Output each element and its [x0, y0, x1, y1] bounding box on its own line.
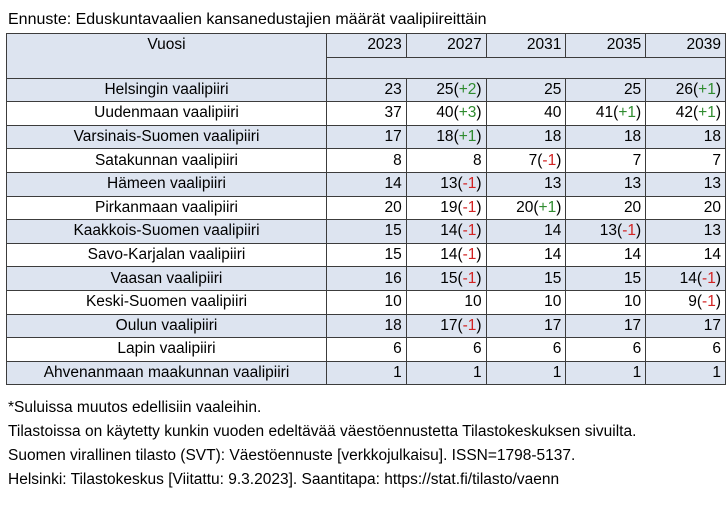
seat-change: -1 [462, 316, 477, 334]
seat-change: +1 [698, 104, 716, 122]
seat-count: 15 [544, 269, 562, 287]
seat-change: +3 [458, 104, 477, 122]
seat-count-cell [646, 243, 726, 267]
seat-count: 10 [464, 293, 482, 311]
seat-count-cell [406, 149, 486, 173]
seat-count: 18 [436, 128, 454, 146]
seat-count: 14 [703, 246, 721, 264]
seat-count-cell [327, 290, 407, 314]
seats-table [6, 33, 726, 385]
table-row [7, 149, 726, 173]
seat-count: 41 [595, 104, 614, 122]
table-row [7, 290, 726, 314]
seat-count: 13 [703, 222, 721, 240]
seat-count-cell [327, 314, 407, 338]
header-year-2035: 2035 [566, 34, 646, 58]
seat-count: 6 [552, 340, 562, 358]
table-row [7, 196, 726, 220]
seat-count: 23 [384, 80, 402, 98]
seat-count-cell [327, 361, 407, 385]
seat-count: 10 [384, 293, 402, 311]
seat-count: 6 [632, 340, 642, 358]
seat-count-cell [566, 361, 646, 385]
seat-count: 25 [436, 80, 454, 98]
seat-count: 1 [393, 364, 402, 382]
seat-count-cell: 41(+1) [566, 102, 646, 126]
seat-count-cell [566, 125, 646, 149]
seat-count: 7 [528, 151, 538, 169]
seat-count-cell [566, 267, 646, 291]
seat-count: 14 [440, 246, 458, 264]
district-name: Lapin vaalipiiri [7, 338, 327, 362]
seat-count-cell [486, 172, 566, 196]
district-name: Satakunnan vaalipiiri [7, 149, 327, 173]
seat-count-cell [566, 78, 646, 102]
seat-change: +1 [698, 80, 716, 98]
seat-count-cell: 42(+1) [646, 102, 726, 126]
seat-count: 13 [440, 175, 458, 193]
seat-change: -1 [462, 246, 477, 264]
district-name: Helsingin vaalipiiri [7, 78, 327, 102]
district-name: Varsinais-Suomen vaalipiiri [7, 125, 327, 149]
seat-count: 40 [544, 104, 562, 122]
seat-count: 20 [516, 198, 534, 216]
note-source: Suomen virallinen tilasto (SVT): Väestöennuste [verkkojulkaisu]. ISSN=1798-5137. [8, 447, 576, 464]
seat-count: 14 [544, 222, 562, 240]
seat-count-cell [646, 172, 726, 196]
seat-count: 15 [384, 246, 402, 264]
district-name: Uudenmaan vaalipiiri [7, 102, 327, 126]
district-name: Savo-Karjalan vaalipiiri [7, 243, 327, 267]
seat-count-cell [327, 125, 407, 149]
seat-count: 7 [712, 151, 721, 169]
seat-count: 6 [472, 340, 482, 358]
seat-count: 15 [623, 269, 642, 287]
seat-count-cell [646, 314, 726, 338]
seat-count-cell [566, 314, 646, 338]
seat-count-cell: 20(+1) [486, 196, 566, 220]
seat-count-cell [327, 338, 407, 362]
seat-count: 14 [384, 175, 402, 193]
seat-count-cell [646, 220, 726, 244]
seat-count-cell: 14(-1) [646, 267, 726, 291]
seat-count-cell: 25(+2) [406, 78, 486, 102]
seat-count-cell [486, 78, 566, 102]
table-row [7, 314, 726, 338]
seat-count: 18 [703, 128, 721, 146]
seat-count-cell: 7(-1) [486, 149, 566, 173]
header-year-2031: 2031 [486, 34, 566, 58]
table-header-row [7, 34, 726, 58]
district-name: Pirkanmaan vaalipiiri [7, 196, 327, 220]
seat-count-cell [486, 243, 566, 267]
seat-change: +2 [458, 80, 477, 98]
seat-count-cell: 13(-1) [406, 172, 486, 196]
seat-count-cell: 14(-1) [406, 243, 486, 267]
seat-count-cell [646, 338, 726, 362]
seat-count-cell [486, 361, 566, 385]
notes [8, 396, 636, 492]
seat-count: 26 [675, 80, 693, 98]
district-name: Ahvenanmaan maakunnan vaalipiiri [7, 361, 327, 385]
note-footnote: *Suluissa muutos edellisiin vaaleihin. [8, 399, 262, 416]
seat-count-cell [566, 338, 646, 362]
seat-count-cell: 17(-1) [406, 314, 486, 338]
note-citation: Helsinki: Tilastokeskus [Viitattu: 9.3.2023]. Saantitapa: https://stat.fi/tilasto/vaenn [8, 471, 560, 488]
seat-count-cell [327, 149, 407, 173]
seat-count: 1 [472, 364, 482, 382]
seat-count: 18 [544, 128, 562, 146]
seat-count: 8 [393, 151, 402, 169]
table-row [7, 243, 726, 267]
seat-count-cell: 15(-1) [406, 267, 486, 291]
table-row [7, 102, 726, 126]
seat-count: 13 [623, 175, 642, 193]
seat-count: 10 [544, 293, 562, 311]
seat-count-cell [646, 361, 726, 385]
table-row [7, 78, 726, 102]
seat-count-cell [486, 102, 566, 126]
seat-change: -1 [702, 293, 716, 311]
header-spacer-cell [327, 57, 726, 78]
table-row [7, 125, 726, 149]
seat-count-cell [566, 149, 646, 173]
seat-change: -1 [462, 222, 477, 240]
seat-count: 14 [544, 246, 562, 264]
seat-count: 25 [623, 80, 642, 98]
seat-count: 13 [544, 175, 562, 193]
seat-count: 1 [632, 364, 642, 382]
seat-count-cell [406, 290, 486, 314]
seat-count-cell [406, 338, 486, 362]
table-body [7, 78, 726, 385]
seat-count-cell: 13(-1) [566, 220, 646, 244]
header-year-label: Vuosi [7, 34, 327, 79]
seat-count: 20 [384, 198, 402, 216]
seat-count: 14 [440, 222, 458, 240]
seat-count: 14 [623, 246, 642, 264]
seat-count: 18 [384, 316, 402, 334]
seat-count: 13 [703, 175, 721, 193]
district-name: Kaakkois-Suomen vaalipiiri [7, 220, 327, 244]
district-name: Oulun vaalipiiri [7, 314, 327, 338]
table-row [7, 338, 726, 362]
table-row [7, 172, 726, 196]
seat-count-cell [646, 196, 726, 220]
seat-change: -1 [462, 269, 477, 287]
seat-count: 10 [623, 293, 642, 311]
seat-count-cell [486, 267, 566, 291]
seat-count-cell [327, 243, 407, 267]
seat-count: 19 [440, 198, 458, 216]
header-year-2027: 2027 [406, 34, 486, 58]
seat-count-cell [327, 196, 407, 220]
seat-count-cell [327, 172, 407, 196]
seat-count-cell: 40(+3) [406, 102, 486, 126]
seat-change: +1 [458, 128, 477, 146]
table-row [7, 361, 726, 385]
seat-count: 17 [440, 316, 458, 334]
seat-count: 17 [384, 128, 402, 146]
seat-count: 20 [623, 198, 642, 216]
district-name: Keski-Suomen vaalipiiri [7, 290, 327, 314]
seat-count: 18 [623, 128, 642, 146]
seat-count-cell: 14(-1) [406, 220, 486, 244]
page-title: Ennuste: Eduskuntavaalien kansanedustajien määrät vaalipiireittäin [8, 11, 487, 28]
seat-count-cell [327, 102, 407, 126]
seat-count: 1 [552, 364, 562, 382]
table-row [7, 267, 726, 291]
seat-count-cell [486, 314, 566, 338]
seat-count: 13 [599, 222, 618, 240]
seat-count: 25 [544, 80, 562, 98]
seat-count: 17 [623, 316, 642, 334]
seat-change: +1 [618, 104, 637, 122]
seat-count: 8 [472, 151, 482, 169]
seat-count-cell [486, 125, 566, 149]
seat-count-cell [327, 267, 407, 291]
seat-count-cell [486, 338, 566, 362]
seat-change: -1 [462, 175, 477, 193]
seat-count: 15 [440, 269, 458, 287]
seat-count-cell [406, 361, 486, 385]
seat-count: 40 [436, 104, 454, 122]
seat-change: -1 [542, 151, 557, 169]
seat-count: 9 [688, 293, 697, 311]
seat-count: 15 [384, 222, 402, 240]
district-name: Hämeen vaalipiiri [7, 172, 327, 196]
seat-count: 6 [712, 340, 721, 358]
seat-count-cell [327, 78, 407, 102]
seat-count-cell [486, 290, 566, 314]
seat-count-cell: 18(+1) [406, 125, 486, 149]
seat-count-cell [327, 220, 407, 244]
table-row [7, 220, 726, 244]
header-year-2023: 2023 [327, 34, 407, 58]
seat-count: 17 [703, 316, 721, 334]
seat-count: 42 [675, 104, 693, 122]
seat-count-cell: 9(-1) [646, 290, 726, 314]
seat-count-cell [566, 290, 646, 314]
seat-change: -1 [462, 198, 477, 216]
seat-change: -1 [702, 269, 716, 287]
note-methodology: Tilastoissa on käytetty kunkin vuoden edeltävää väestöennustetta Tilastokeskuksen sivuilta. [8, 423, 637, 440]
seat-count: 20 [703, 198, 721, 216]
seat-count: 7 [632, 151, 642, 169]
seat-change: -1 [622, 222, 637, 240]
seat-count: 37 [384, 104, 402, 122]
seat-count: 1 [712, 364, 721, 382]
district-name: Vaasan vaalipiiri [7, 267, 327, 291]
seat-count-cell [646, 125, 726, 149]
seat-count-cell [566, 196, 646, 220]
seat-count: 6 [393, 340, 402, 358]
seat-count: 17 [544, 316, 562, 334]
seat-count-cell [646, 149, 726, 173]
seat-count: 14 [679, 269, 697, 287]
seat-count-cell: 19(-1) [406, 196, 486, 220]
seat-count-cell: 26(+1) [646, 78, 726, 102]
header-year-2039: 2039 [646, 34, 726, 58]
seat-count-cell [486, 220, 566, 244]
seat-count-cell [566, 243, 646, 267]
seat-count: 16 [384, 269, 402, 287]
seat-change: +1 [538, 198, 557, 216]
seat-count-cell [566, 172, 646, 196]
